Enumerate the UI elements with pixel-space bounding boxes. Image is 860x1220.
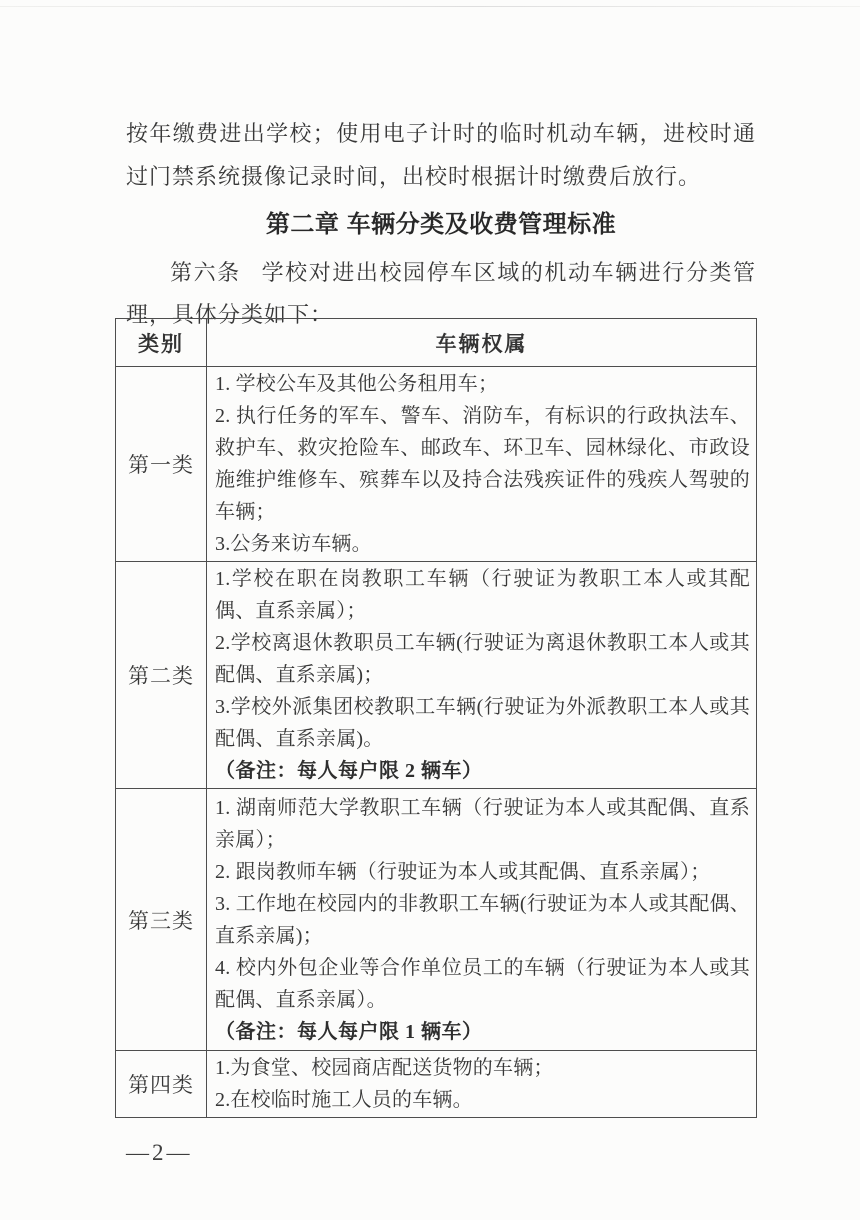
category-label: 第二类: [116, 562, 207, 789]
cell-item: 2. 跟岗教师车辆（行驶证为本人或其配偶、直系亲属）；: [215, 860, 711, 883]
document-body: [126, 112, 756, 336]
cell-item: 1. 湖南师范大学教职工车辆（行驶证为本人或其配偶、直系亲属）；: [215, 796, 750, 851]
header-category: 类别: [116, 319, 207, 367]
cell-item: 3. 工作地在校园内的非教职工车辆(行驶证为本人或其配偶、直系亲属)；: [215, 892, 750, 947]
table-row: [116, 562, 757, 789]
page-number: —2—: [126, 1140, 193, 1165]
table-header-row: [116, 319, 757, 367]
scan-artifact-line: [0, 6, 860, 7]
header-ownership: 车辆权属: [207, 319, 757, 367]
ownership-cell: [207, 562, 757, 789]
cell-item: 3.公务来访车辆。: [215, 533, 372, 555]
classification-table-wrap: [115, 318, 757, 1118]
article-text: 学校对进出校园停车区域的机动车辆进行分类管理，具体分类如下：: [126, 260, 756, 327]
cell-item: 3.学校外派集团校教职工车辆(行驶证为外派教职工本人或其配偶、直系亲属)。: [215, 696, 750, 750]
cell-item: 2. 执行任务的军车、警车、消防车，有标识的行政执法车、救护车、救灾抢险车、邮政车、环卫车、园林绿化、市政设施维护维修车、殡葬车以及持合法残疾证件的残疾人驾驶的车辆；: [215, 405, 750, 523]
chapter-heading: 第二章 车辆分类及收费管理标准: [265, 211, 617, 238]
category-label: 第一类: [116, 367, 207, 562]
cell-item: 2.学校离退休教职员工车辆(行驶证为离退休教职工本人或其配偶、直系亲属)；: [215, 632, 750, 686]
intro-paragraph: 按年缴费进出学校；使用电子计时的临时机动车辆，进校时通过门禁系统摄像记录时间，出校时根据计时缴费后放行。: [126, 121, 756, 189]
cell-item: 1.学校在职在岗教职工车辆（行驶证为教职工本人或其配偶、直系亲属）；: [215, 568, 750, 622]
category-label: 第三类: [116, 789, 207, 1051]
vehicle-classification-table: [115, 318, 757, 1118]
ownership-cell: [207, 789, 757, 1051]
cell-item: 4. 校内外包企业等合作单位员工的车辆（行驶证为本人或其配偶、直系亲属）。: [215, 956, 750, 1011]
article-label: 第六条: [170, 260, 241, 285]
ownership-cell: [207, 1051, 757, 1118]
cell-item: 2.在校临时施工人员的车辆。: [215, 1089, 473, 1111]
table-row: [116, 1051, 757, 1118]
cell-note: （备注：每人每户限 1 辆车）: [215, 1020, 483, 1043]
table-row: [116, 367, 757, 562]
cell-item: 1.为食堂、校园商店配送货物的车辆；: [215, 1057, 554, 1079]
ownership-cell: [207, 367, 757, 562]
cell-item: 1. 学校公车及其他公务租用车；: [215, 373, 499, 395]
category-label: 第四类: [116, 1051, 207, 1118]
cell-note: （备注：每人每户限 2 辆车）: [215, 760, 483, 782]
table-row: [116, 789, 757, 1051]
